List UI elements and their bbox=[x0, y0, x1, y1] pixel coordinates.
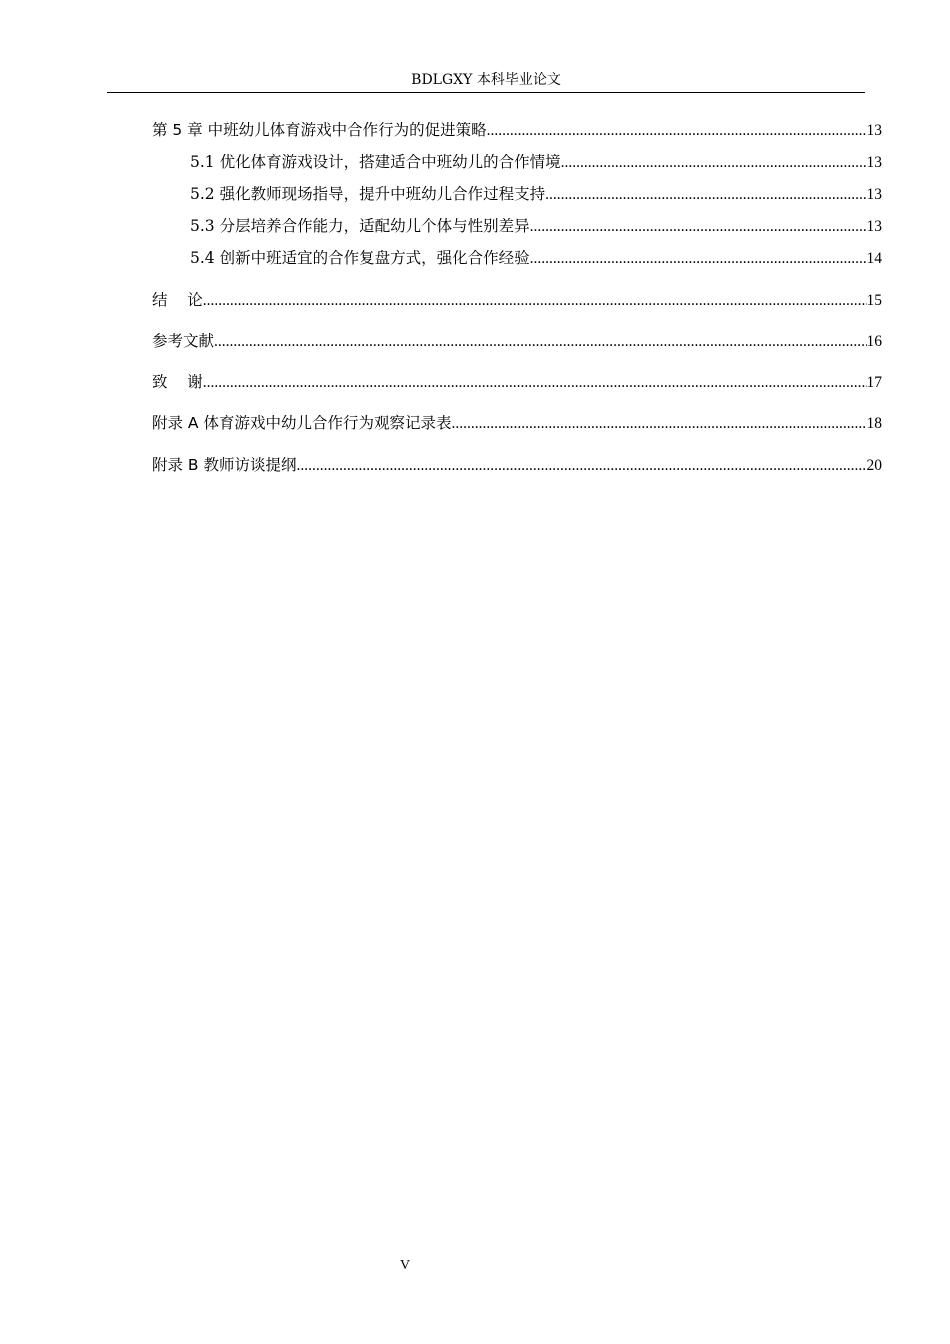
toc-entry-section-5-2[interactable] bbox=[152, 182, 882, 206]
toc-entry-appendix-a[interactable] bbox=[152, 411, 882, 435]
toc-entry-title: 附录 B 教师访谈提纲 bbox=[152, 456, 297, 474]
toc-entry-page: 18 bbox=[866, 415, 882, 432]
toc-entry-chapter-5[interactable] bbox=[152, 118, 882, 142]
toc-entry-page: 13 bbox=[866, 122, 882, 139]
toc-leader-dots bbox=[451, 412, 866, 436]
toc-leader-dots bbox=[530, 215, 867, 239]
toc-entry-section-5-3[interactable] bbox=[152, 214, 882, 238]
toc-entry-conclusion[interactable] bbox=[152, 288, 882, 312]
toc-entry-page: 15 bbox=[866, 292, 882, 309]
header-title: BDLGXY 本科毕业论文 bbox=[411, 72, 561, 88]
toc-entry-title: 第 5 章 中班幼儿体育游戏中合作行为的促进策略 bbox=[152, 121, 487, 139]
toc-entry-title: 结 论 bbox=[152, 291, 203, 309]
toc-entry-title: 5.3 分层培养合作能力，适配幼儿个体与性别差异 bbox=[190, 217, 530, 235]
page-footer bbox=[0, 1258, 810, 1274]
toc-leader-dots bbox=[487, 119, 867, 143]
toc-entry-acknowledgements[interactable] bbox=[152, 370, 882, 394]
toc-entry-page: 20 bbox=[866, 457, 882, 474]
toc-entry-page: 13 bbox=[866, 186, 882, 203]
toc-leader-dots bbox=[203, 371, 867, 395]
toc-entry-appendix-b[interactable] bbox=[152, 453, 882, 477]
toc-leader-dots bbox=[530, 247, 867, 271]
toc-leader-dots bbox=[297, 454, 867, 478]
table-of-contents bbox=[152, 118, 882, 477]
toc-entry-page: 17 bbox=[866, 374, 882, 391]
toc-entry-title: 5.2 强化教师现场指导，提升中班幼儿合作过程支持 bbox=[190, 185, 546, 203]
toc-leader-dots bbox=[561, 151, 867, 175]
toc-entry-section-5-1[interactable] bbox=[152, 150, 882, 174]
page-header bbox=[107, 70, 865, 93]
toc-entry-references[interactable] bbox=[152, 329, 882, 353]
toc-leader-dots bbox=[214, 330, 866, 354]
toc-entry-title: 5.1 优化体育游戏设计，搭建适合中班幼儿的合作情境 bbox=[190, 153, 561, 171]
toc-entry-section-5-4[interactable] bbox=[152, 246, 882, 270]
toc-entry-title: 5.4 创新中班适宜的合作复盘方式，强化合作经验 bbox=[190, 249, 530, 267]
page-number: V bbox=[399, 1258, 411, 1273]
toc-leader-dots bbox=[203, 289, 867, 313]
toc-entry-title: 参考文献 bbox=[152, 332, 215, 350]
toc-entry-page: 13 bbox=[866, 154, 882, 171]
toc-leader-dots bbox=[545, 183, 866, 207]
toc-entry-page: 16 bbox=[866, 333, 882, 350]
toc-entry-page: 13 bbox=[866, 218, 882, 235]
toc-entry-title: 附录 A 体育游戏中幼儿合作行为观察记录表 bbox=[152, 414, 452, 432]
toc-entry-page: 14 bbox=[866, 250, 882, 267]
toc-entry-title: 致 谢 bbox=[152, 373, 203, 391]
